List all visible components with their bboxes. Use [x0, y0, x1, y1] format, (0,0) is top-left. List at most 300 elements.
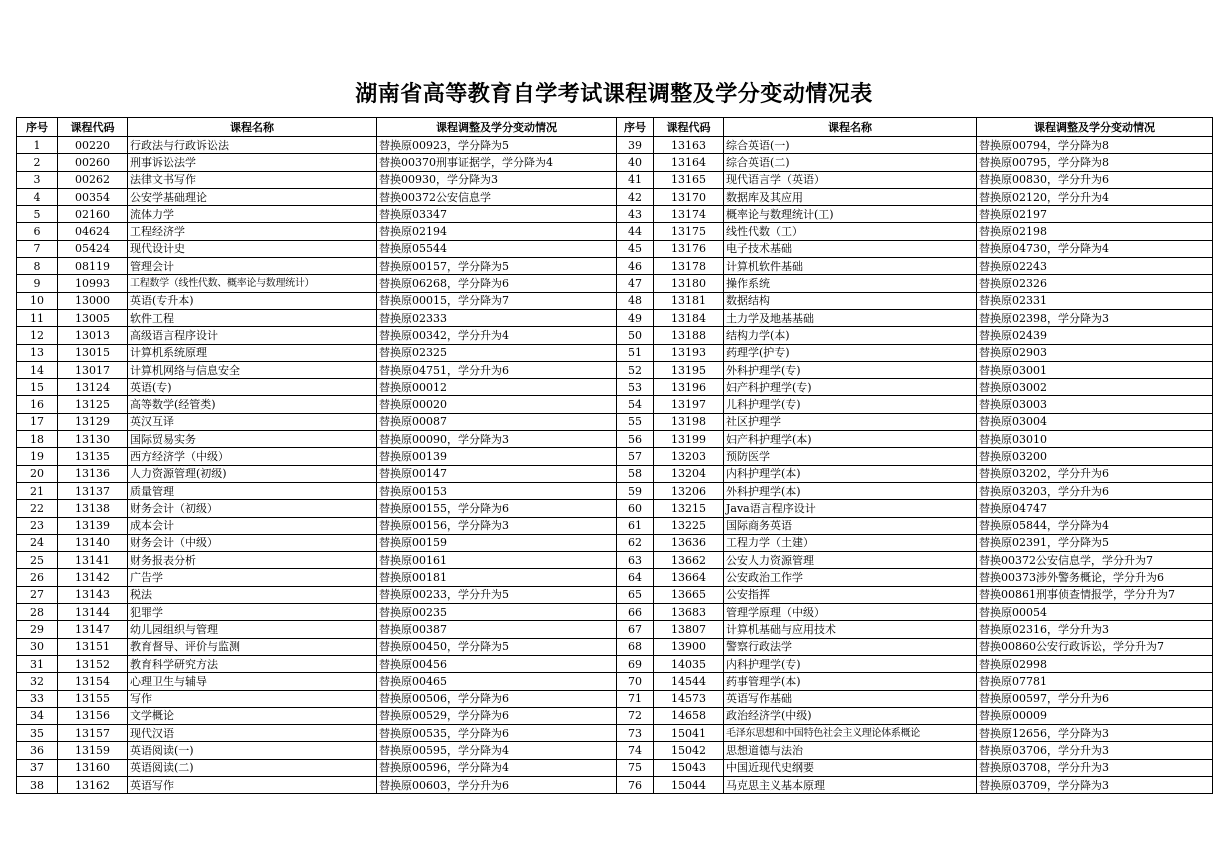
- seq-cell: 66: [617, 604, 654, 621]
- code-cell: 13017: [58, 361, 128, 378]
- change-cell: 替换原04747: [977, 500, 1213, 517]
- change-cell: 替换00860公安行政诉讼，学分升为7: [977, 638, 1213, 655]
- seq-cell: 68: [617, 638, 654, 655]
- change-cell: 替换原00233，学分升为5: [377, 586, 617, 603]
- code-cell: 13152: [58, 655, 128, 672]
- change-cell: 替换原02998: [977, 655, 1213, 672]
- seq-cell: 25: [17, 552, 58, 569]
- table-row: [17, 327, 1213, 344]
- header-change-right: 课程调整及学分变动情况: [977, 118, 1213, 137]
- course-name-cell: 高级语言程序设计: [128, 327, 377, 344]
- change-cell: 替换原00387: [377, 621, 617, 638]
- table-row: [17, 569, 1213, 586]
- change-cell: 替换原00159: [377, 534, 617, 551]
- course-name-cell: 外科护理学(专): [724, 361, 977, 378]
- seq-cell: 38: [17, 776, 58, 793]
- table-row: [17, 292, 1213, 309]
- code-cell: 13015: [58, 344, 128, 361]
- seq-cell: 32: [17, 673, 58, 690]
- code-cell: 13181: [654, 292, 724, 309]
- course-name-cell: 妇产科护理学(本): [724, 431, 977, 448]
- change-cell: 替换原03003: [977, 396, 1213, 413]
- code-cell: 13160: [58, 759, 128, 776]
- table-row: [17, 258, 1213, 275]
- code-cell: 13138: [58, 500, 128, 517]
- code-cell: 13197: [654, 396, 724, 413]
- code-cell: 13142: [58, 569, 128, 586]
- code-cell: 13144: [58, 604, 128, 621]
- course-name-cell: 财务报表分析: [128, 552, 377, 569]
- course-name-cell: 高等数学(经管类): [128, 396, 377, 413]
- code-cell: 00260: [58, 154, 128, 171]
- code-cell: 13157: [58, 725, 128, 742]
- code-cell: 13807: [654, 621, 724, 638]
- course-name-cell: 毛泽东思想和中国特色社会主义理论体系概论: [724, 725, 977, 742]
- table-row: [17, 223, 1213, 240]
- page-title: 湖南省高等教育自学考试课程调整及学分变动情况表: [355, 82, 873, 107]
- seq-cell: 64: [617, 569, 654, 586]
- code-cell: 13636: [654, 534, 724, 551]
- seq-cell: 35: [17, 725, 58, 742]
- course-name-cell: 概率论与数理统计(工): [724, 206, 977, 223]
- change-cell: 替换原00157，学分降为5: [377, 258, 617, 275]
- course-name-cell: 心理卫生与辅导: [128, 673, 377, 690]
- seq-cell: 72: [617, 707, 654, 724]
- change-cell: 替换原03347: [377, 206, 617, 223]
- course-name-cell: 国际贸易实务: [128, 431, 377, 448]
- seq-cell: 58: [617, 465, 654, 482]
- code-cell: 13178: [654, 258, 724, 275]
- course-name-cell: 药事管理学(本): [724, 673, 977, 690]
- course-name-cell: 公安政治工作学: [724, 569, 977, 586]
- course-name-cell: 综合英语(二): [724, 154, 977, 171]
- code-cell: 13159: [58, 742, 128, 759]
- code-cell: 13147: [58, 621, 128, 638]
- change-cell: 替换原00830，学分升为6: [977, 171, 1213, 188]
- change-cell: 替换原02198: [977, 223, 1213, 240]
- change-cell: 替换原00087: [377, 413, 617, 430]
- seq-cell: 33: [17, 690, 58, 707]
- code-cell: 05424: [58, 240, 128, 257]
- code-cell: 14658: [654, 707, 724, 724]
- change-cell: 替换原00535，学分降为6: [377, 725, 617, 742]
- change-cell: 替换原00795，学分降为8: [977, 154, 1213, 171]
- code-cell: 13195: [654, 361, 724, 378]
- change-cell: 替换原03200: [977, 448, 1213, 465]
- course-name-cell: 幼儿园组织与管理: [128, 621, 377, 638]
- code-cell: 13180: [654, 275, 724, 292]
- code-cell: 13156: [58, 707, 128, 724]
- code-cell: 15043: [654, 759, 724, 776]
- seq-cell: 52: [617, 361, 654, 378]
- course-name-cell: 电子技术基础: [724, 240, 977, 257]
- seq-cell: 28: [17, 604, 58, 621]
- seq-cell: 50: [617, 327, 654, 344]
- seq-cell: 17: [17, 413, 58, 430]
- table-row: [17, 690, 1213, 707]
- change-cell: 替换原02243: [977, 258, 1213, 275]
- code-cell: 13199: [654, 431, 724, 448]
- change-cell: 替换00930，学分降为3: [377, 171, 617, 188]
- course-name-cell: 妇产科护理学(专): [724, 379, 977, 396]
- code-cell: 02160: [58, 206, 128, 223]
- course-name-cell: 计算机基础与应用技术: [724, 621, 977, 638]
- code-cell: 15041: [654, 725, 724, 742]
- code-cell: 14035: [654, 655, 724, 672]
- change-cell: 替换原05544: [377, 240, 617, 257]
- change-cell: 替换原02331: [977, 292, 1213, 309]
- change-cell: 替换原00153: [377, 482, 617, 499]
- course-name-cell: 结构力学(本): [724, 327, 977, 344]
- course-name-cell: 土力学及地基基础: [724, 309, 977, 326]
- seq-cell: 24: [17, 534, 58, 551]
- code-cell: 13665: [654, 586, 724, 603]
- course-name-cell: 公安人力资源管理: [724, 552, 977, 569]
- code-cell: 13225: [654, 517, 724, 534]
- change-cell: 替换原05844，学分降为4: [977, 517, 1213, 534]
- seq-cell: 11: [17, 309, 58, 326]
- course-name-cell: 广告学: [128, 569, 377, 586]
- change-cell: 替换00373涉外警务概论，学分升为6: [977, 569, 1213, 586]
- seq-cell: 36: [17, 742, 58, 759]
- course-name-cell: 线性代数（工）: [724, 223, 977, 240]
- course-name-cell: 外科护理学(本): [724, 482, 977, 499]
- table-row: [17, 275, 1213, 292]
- table-row: [17, 500, 1213, 517]
- course-name-cell: 犯罪学: [128, 604, 377, 621]
- code-cell: 13170: [654, 188, 724, 205]
- table-row: [17, 725, 1213, 742]
- course-name-cell: 财务会计（中级）: [128, 534, 377, 551]
- table-row: [17, 707, 1213, 724]
- course-name-cell: 法律文书写作: [128, 171, 377, 188]
- table-row: [17, 552, 1213, 569]
- change-cell: 替换原00020: [377, 396, 617, 413]
- course-name-cell: 税法: [128, 586, 377, 603]
- code-cell: 15042: [654, 742, 724, 759]
- course-name-cell: 英语写作基础: [724, 690, 977, 707]
- change-cell: 替换原03708，学分升为3: [977, 759, 1213, 776]
- course-name-cell: 教育科学研究方法: [128, 655, 377, 672]
- code-cell: 13174: [654, 206, 724, 223]
- seq-cell: 49: [617, 309, 654, 326]
- seq-cell: 61: [617, 517, 654, 534]
- code-cell: 13203: [654, 448, 724, 465]
- change-cell: 替换原03709，学分降为3: [977, 776, 1213, 793]
- code-cell: 13164: [654, 154, 724, 171]
- course-name-cell: 写作: [128, 690, 377, 707]
- change-cell: 替换原02120，学分升为4: [977, 188, 1213, 205]
- change-cell: 替换原00090，学分降为3: [377, 431, 617, 448]
- seq-cell: 67: [617, 621, 654, 638]
- header-name-right: 课程名称: [724, 118, 977, 137]
- course-name-cell: 英语阅读(一): [128, 742, 377, 759]
- seq-cell: 18: [17, 431, 58, 448]
- course-name-cell: 工程经济学: [128, 223, 377, 240]
- change-cell: 替换原00139: [377, 448, 617, 465]
- code-cell: 13135: [58, 448, 128, 465]
- code-cell: 04624: [58, 223, 128, 240]
- change-cell: 替换原03706，学分升为3: [977, 742, 1213, 759]
- seq-cell: 9: [17, 275, 58, 292]
- table-row: [17, 309, 1213, 326]
- course-name-cell: 计算机软件基础: [724, 258, 977, 275]
- course-name-cell: 政治经济学(中级): [724, 707, 977, 724]
- seq-cell: 20: [17, 465, 58, 482]
- seq-cell: 7: [17, 240, 58, 257]
- seq-cell: 73: [617, 725, 654, 742]
- course-name-cell: 英汉互译: [128, 413, 377, 430]
- seq-cell: 70: [617, 673, 654, 690]
- seq-cell: 10: [17, 292, 58, 309]
- course-name-cell: 英语写作: [128, 776, 377, 793]
- seq-cell: 13: [17, 344, 58, 361]
- change-cell: 替换原00015，学分降为7: [377, 292, 617, 309]
- code-cell: 13165: [654, 171, 724, 188]
- seq-cell: 65: [617, 586, 654, 603]
- course-name-cell: 马克思主义基本原理: [724, 776, 977, 793]
- code-cell: 14544: [654, 673, 724, 690]
- code-cell: 15044: [654, 776, 724, 793]
- code-cell: 13163: [654, 137, 724, 154]
- course-name-cell: 英语(专): [128, 379, 377, 396]
- code-cell: 00220: [58, 137, 128, 154]
- table-row: [17, 413, 1213, 430]
- course-name-cell: 现代汉语: [128, 725, 377, 742]
- change-cell: 替换原02439: [977, 327, 1213, 344]
- table-row: [17, 361, 1213, 378]
- code-cell: 13151: [58, 638, 128, 655]
- table-row: [17, 621, 1213, 638]
- course-name-cell: 行政法与行政诉讼法: [128, 137, 377, 154]
- change-cell: 替换原03203，学分升为6: [977, 482, 1213, 499]
- code-cell: 13140: [58, 534, 128, 551]
- seq-cell: 31: [17, 655, 58, 672]
- seq-cell: 59: [617, 482, 654, 499]
- code-cell: 00354: [58, 188, 128, 205]
- code-cell: 13198: [654, 413, 724, 430]
- course-name-cell: 操作系统: [724, 275, 977, 292]
- change-cell: 替换原02194: [377, 223, 617, 240]
- change-cell: 替换原04751，学分升为6: [377, 361, 617, 378]
- course-name-cell: 数据结构: [724, 292, 977, 309]
- seq-cell: 6: [17, 223, 58, 240]
- change-cell: 替换原02316，学分升为3: [977, 621, 1213, 638]
- change-cell: 替换原03001: [977, 361, 1213, 378]
- seq-cell: 12: [17, 327, 58, 344]
- seq-cell: 57: [617, 448, 654, 465]
- table-row: [17, 137, 1213, 154]
- code-cell: 13000: [58, 292, 128, 309]
- table-row: [17, 379, 1213, 396]
- change-cell: 替换00861刑事侦查情报学，学分升为7: [977, 586, 1213, 603]
- seq-cell: 37: [17, 759, 58, 776]
- course-name-cell: 药理学(护专): [724, 344, 977, 361]
- change-cell: 替换原00456: [377, 655, 617, 672]
- change-cell: 替换原06268，学分降为6: [377, 275, 617, 292]
- course-name-cell: 财务会计（初级）: [128, 500, 377, 517]
- change-cell: 替换原03202，学分升为6: [977, 465, 1213, 482]
- code-cell: 13206: [654, 482, 724, 499]
- code-cell: 13162: [58, 776, 128, 793]
- change-cell: 替换原00012: [377, 379, 617, 396]
- change-cell: 替换原00596，学分降为4: [377, 759, 617, 776]
- course-name-cell: 预防医学: [724, 448, 977, 465]
- code-cell: 13662: [654, 552, 724, 569]
- course-name-cell: 软件工程: [128, 309, 377, 326]
- course-name-cell: 刑事诉讼法学: [128, 154, 377, 171]
- course-name-cell: 现代设计史: [128, 240, 377, 257]
- change-cell: 替换原03002: [977, 379, 1213, 396]
- course-name-cell: 西方经济学（中级）: [128, 448, 377, 465]
- change-cell: 替换原02398，学分降为3: [977, 309, 1213, 326]
- code-cell: 13130: [58, 431, 128, 448]
- seq-cell: 55: [617, 413, 654, 430]
- code-cell: 13184: [654, 309, 724, 326]
- seq-cell: 42: [617, 188, 654, 205]
- course-name-cell: 社区护理学: [724, 413, 977, 430]
- seq-cell: 56: [617, 431, 654, 448]
- code-cell: 13155: [58, 690, 128, 707]
- change-cell: 替换原02197: [977, 206, 1213, 223]
- change-cell: 替换00372公安信息学: [377, 188, 617, 205]
- seq-cell: 62: [617, 534, 654, 551]
- seq-cell: 40: [617, 154, 654, 171]
- course-name-cell: 综合英语(一): [724, 137, 977, 154]
- seq-cell: 53: [617, 379, 654, 396]
- table-row: [17, 586, 1213, 603]
- seq-cell: 48: [617, 292, 654, 309]
- code-cell: 13137: [58, 482, 128, 499]
- seq-cell: 75: [617, 759, 654, 776]
- table-row: [17, 638, 1213, 655]
- course-name-cell: 人力资源管理(初级): [128, 465, 377, 482]
- seq-cell: 2: [17, 154, 58, 171]
- table-row: [17, 240, 1213, 257]
- code-cell: 00262: [58, 171, 128, 188]
- code-cell: 13139: [58, 517, 128, 534]
- change-cell: 替换原02391，学分降为5: [977, 534, 1213, 551]
- change-cell: 替换原00009: [977, 707, 1213, 724]
- seq-cell: 21: [17, 482, 58, 499]
- seq-cell: 54: [617, 396, 654, 413]
- code-cell: 13124: [58, 379, 128, 396]
- change-cell: 替换原00595，学分降为4: [377, 742, 617, 759]
- course-name-cell: 公安指挥: [724, 586, 977, 603]
- seq-cell: 44: [617, 223, 654, 240]
- change-cell: 替换原07781: [977, 673, 1213, 690]
- course-name-cell: 管理会计: [128, 258, 377, 275]
- course-name-cell: 工程数学（线性代数、概率论与数理统计）: [128, 275, 377, 292]
- course-name-cell: 成本会计: [128, 517, 377, 534]
- code-cell: 13143: [58, 586, 128, 603]
- course-name-cell: 数据库及其应用: [724, 188, 977, 205]
- seq-cell: 15: [17, 379, 58, 396]
- seq-cell: 4: [17, 188, 58, 205]
- course-name-cell: Java语言程序设计: [724, 500, 977, 517]
- seq-cell: 3: [17, 171, 58, 188]
- change-cell: 替换00370刑事证据学，学分降为4: [377, 154, 617, 171]
- change-cell: 替换00372公安信息学，学分升为7: [977, 552, 1213, 569]
- table-row: [17, 482, 1213, 499]
- seq-cell: 39: [617, 137, 654, 154]
- table-row: [17, 604, 1213, 621]
- seq-cell: 76: [617, 776, 654, 793]
- seq-cell: 45: [617, 240, 654, 257]
- code-cell: 13196: [654, 379, 724, 396]
- table-row: [17, 673, 1213, 690]
- change-cell: 替换原00235: [377, 604, 617, 621]
- change-cell: 替换原03010: [977, 431, 1213, 448]
- course-name-cell: 教育督导、评价与监测: [128, 638, 377, 655]
- table-header-row: [17, 118, 1213, 137]
- seq-cell: 22: [17, 500, 58, 517]
- change-cell: 替换原00923，学分降为5: [377, 137, 617, 154]
- header-code-left: 课程代码: [58, 118, 128, 137]
- table-row: [17, 344, 1213, 361]
- course-name-cell: 工程力学（土建）: [724, 534, 977, 551]
- table-row: [17, 742, 1213, 759]
- seq-cell: 26: [17, 569, 58, 586]
- seq-cell: 5: [17, 206, 58, 223]
- course-name-cell: 公安学基础理论: [128, 188, 377, 205]
- header-change-left: 课程调整及学分变动情况: [377, 118, 617, 137]
- table-row: [17, 431, 1213, 448]
- seq-cell: 29: [17, 621, 58, 638]
- table-row: [17, 534, 1213, 551]
- course-name-cell: 计算机网络与信息安全: [128, 361, 377, 378]
- course-name-cell: 计算机系统原理: [128, 344, 377, 361]
- code-cell: 08119: [58, 258, 128, 275]
- course-name-cell: 儿科护理学(专): [724, 396, 977, 413]
- code-cell: 13005: [58, 309, 128, 326]
- seq-cell: 71: [617, 690, 654, 707]
- seq-cell: 19: [17, 448, 58, 465]
- table-row: [17, 655, 1213, 672]
- table-body: [17, 137, 1213, 794]
- course-name-cell: 现代语言学（英语）: [724, 171, 977, 188]
- seq-cell: 60: [617, 500, 654, 517]
- change-cell: 替换原00597，学分升为6: [977, 690, 1213, 707]
- seq-cell: 14: [17, 361, 58, 378]
- change-cell: 替换原00156，学分降为3: [377, 517, 617, 534]
- code-cell: 13188: [654, 327, 724, 344]
- seq-cell: 46: [617, 258, 654, 275]
- course-name-cell: 英语阅读(二): [128, 759, 377, 776]
- course-name-cell: 警察行政法学: [724, 638, 977, 655]
- change-cell: 替换原00450，学分降为5: [377, 638, 617, 655]
- change-cell: 替换原02325: [377, 344, 617, 361]
- table-row: [17, 154, 1213, 171]
- change-cell: 替换原02333: [377, 309, 617, 326]
- table-row: [17, 171, 1213, 188]
- course-name-cell: 思想道德与法治: [724, 742, 977, 759]
- table-row: [17, 396, 1213, 413]
- header-code-right: 课程代码: [654, 118, 724, 137]
- change-cell: 替换原02326: [977, 275, 1213, 292]
- seq-cell: 41: [617, 171, 654, 188]
- code-cell: 13664: [654, 569, 724, 586]
- change-cell: 替换原04730，学分降为4: [977, 240, 1213, 257]
- seq-cell: 23: [17, 517, 58, 534]
- code-cell: 13136: [58, 465, 128, 482]
- code-cell: 13900: [654, 638, 724, 655]
- seq-cell: 51: [617, 344, 654, 361]
- seq-cell: 63: [617, 552, 654, 569]
- change-cell: 替换原12656，学分降为3: [977, 725, 1213, 742]
- seq-cell: 74: [617, 742, 654, 759]
- seq-cell: 34: [17, 707, 58, 724]
